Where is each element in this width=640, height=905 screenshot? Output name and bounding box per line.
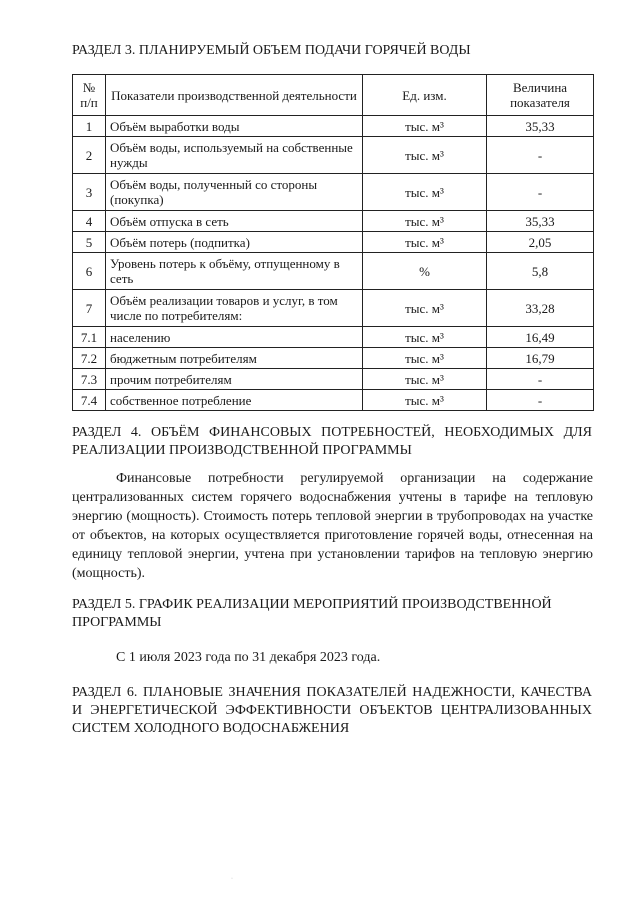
row-num: 1 <box>73 116 106 137</box>
row-unit: тыс. м³ <box>363 390 487 411</box>
row-indicator: Объём отпуска в сеть <box>106 211 363 232</box>
page-mark: · <box>231 876 233 882</box>
row-num: 7.1 <box>73 327 106 348</box>
section5-paragraph: С 1 июля 2023 года по 31 декабря 2023 года. <box>116 650 381 665</box>
row-num: 2 <box>73 137 106 174</box>
row-num: 4 <box>73 211 106 232</box>
row-value: 33,28 <box>487 290 594 327</box>
row-num: 3 <box>73 174 106 211</box>
row-indicator: прочим потребителям <box>106 369 363 390</box>
row-indicator: собственное потребление <box>106 390 363 411</box>
table-row <box>73 232 594 253</box>
section5-title: РАЗДЕЛ 5. ГРАФИК РЕАЛИЗАЦИИ МЕРОПРИЯТИЙ ПРОИЗВОДСТВЕННОЙ ПРОГРАММЫ <box>72 597 552 630</box>
row-unit: тыс. м³ <box>363 369 487 390</box>
table-body <box>73 116 594 411</box>
section6-title: РАЗДЕЛ 6. ПЛАНОВЫЕ ЗНАЧЕНИЯ ПОКАЗАТЕЛЕЙ НАДЕЖНОСТИ, КАЧЕСТВА И ЭНЕРГЕТИЧЕСКОЙ ЭФФЕКТИВНОСТИ ОБЪЕКТОВ ЦЕНТРАЛИЗОВАННЫХ СИСТЕМ ХОЛОДНОГО ВОДОСНАБЖЕНИЯ <box>72 685 592 736</box>
table-row <box>73 348 594 369</box>
row-indicator: Объём воды, используемый на собственные нужды <box>106 137 363 174</box>
row-num: 7.3 <box>73 369 106 390</box>
row-unit: тыс. м³ <box>363 232 487 253</box>
section4-title: РАЗДЕЛ 4. ОБЪЁМ ФИНАНСОВЫХ ПОТРЕБНОСТЕЙ, НЕОБХОДИМЫХ ДЛЯ РЕАЛИЗАЦИИ ПРОИЗВОДСТВЕННОЙ ПРОГРАММЫ <box>72 425 592 458</box>
row-indicator: Объём выработки воды <box>106 116 363 137</box>
header-value: Величина показателя <box>487 75 594 116</box>
row-value: - <box>487 369 594 390</box>
hot-water-volume-table <box>72 74 594 411</box>
header-indicator: Показатели производственной деятельности <box>106 75 363 116</box>
row-unit: тыс. м³ <box>363 116 487 137</box>
row-unit: тыс. м³ <box>363 211 487 232</box>
row-value: 5,8 <box>487 253 594 290</box>
table-row <box>73 253 594 290</box>
table-row <box>73 390 594 411</box>
table-row <box>73 211 594 232</box>
table-row <box>73 174 594 211</box>
row-unit: тыс. м³ <box>363 327 487 348</box>
row-unit: % <box>363 253 487 290</box>
row-unit: тыс. м³ <box>363 290 487 327</box>
row-indicator: Уровень потерь к объёму, отпущенному в сеть <box>106 253 363 290</box>
row-num: 5 <box>73 232 106 253</box>
row-num: 6 <box>73 253 106 290</box>
table-row <box>73 369 594 390</box>
table-row <box>73 327 594 348</box>
table-row <box>73 290 594 327</box>
row-value: - <box>487 390 594 411</box>
row-unit: тыс. м³ <box>363 137 487 174</box>
row-indicator: Объём воды, полученный со стороны (покупка) <box>106 174 363 211</box>
row-unit: тыс. м³ <box>363 348 487 369</box>
row-indicator: бюджетным потребителям <box>106 348 363 369</box>
row-value: 35,33 <box>487 116 594 137</box>
table-header-row <box>73 75 594 116</box>
row-num: 7.2 <box>73 348 106 369</box>
table-row <box>73 116 594 137</box>
row-num: 7 <box>73 290 106 327</box>
row-value: 16,49 <box>487 327 594 348</box>
row-value: 16,79 <box>487 348 594 369</box>
row-unit: тыс. м³ <box>363 174 487 211</box>
row-indicator: Объём реализации товаров и услуг, в том числе по потребителям: <box>106 290 363 327</box>
row-indicator: Объём потерь (подпитка) <box>106 232 363 253</box>
table-row <box>73 137 594 174</box>
row-value: - <box>487 174 594 211</box>
row-value: 35,33 <box>487 211 594 232</box>
section4-paragraph: Финансовые потребности регулируемой организации на содержание централизованных систем горячего водоснабжения учтены в тарифе на тепловую энергию (мощность). Стоимость потерь тепловой энергии в трубопроводах на участке от объектов, на которых осуществляется приготовление горячей воды, отнесенная на единицу тепловой энергии, учтена при установлении тарифов на тепловую энергию (мощность). <box>72 471 593 581</box>
header-unit: Ед. изм. <box>363 75 487 116</box>
row-value: - <box>487 137 594 174</box>
row-num: 7.4 <box>73 390 106 411</box>
header-num: № п/п <box>73 75 106 116</box>
row-indicator: населению <box>106 327 363 348</box>
row-value: 2,05 <box>487 232 594 253</box>
section3-title: РАЗДЕЛ 3. ПЛАНИРУЕМЫЙ ОБЪЕМ ПОДАЧИ ГОРЯЧЕЙ ВОДЫ <box>72 43 471 58</box>
